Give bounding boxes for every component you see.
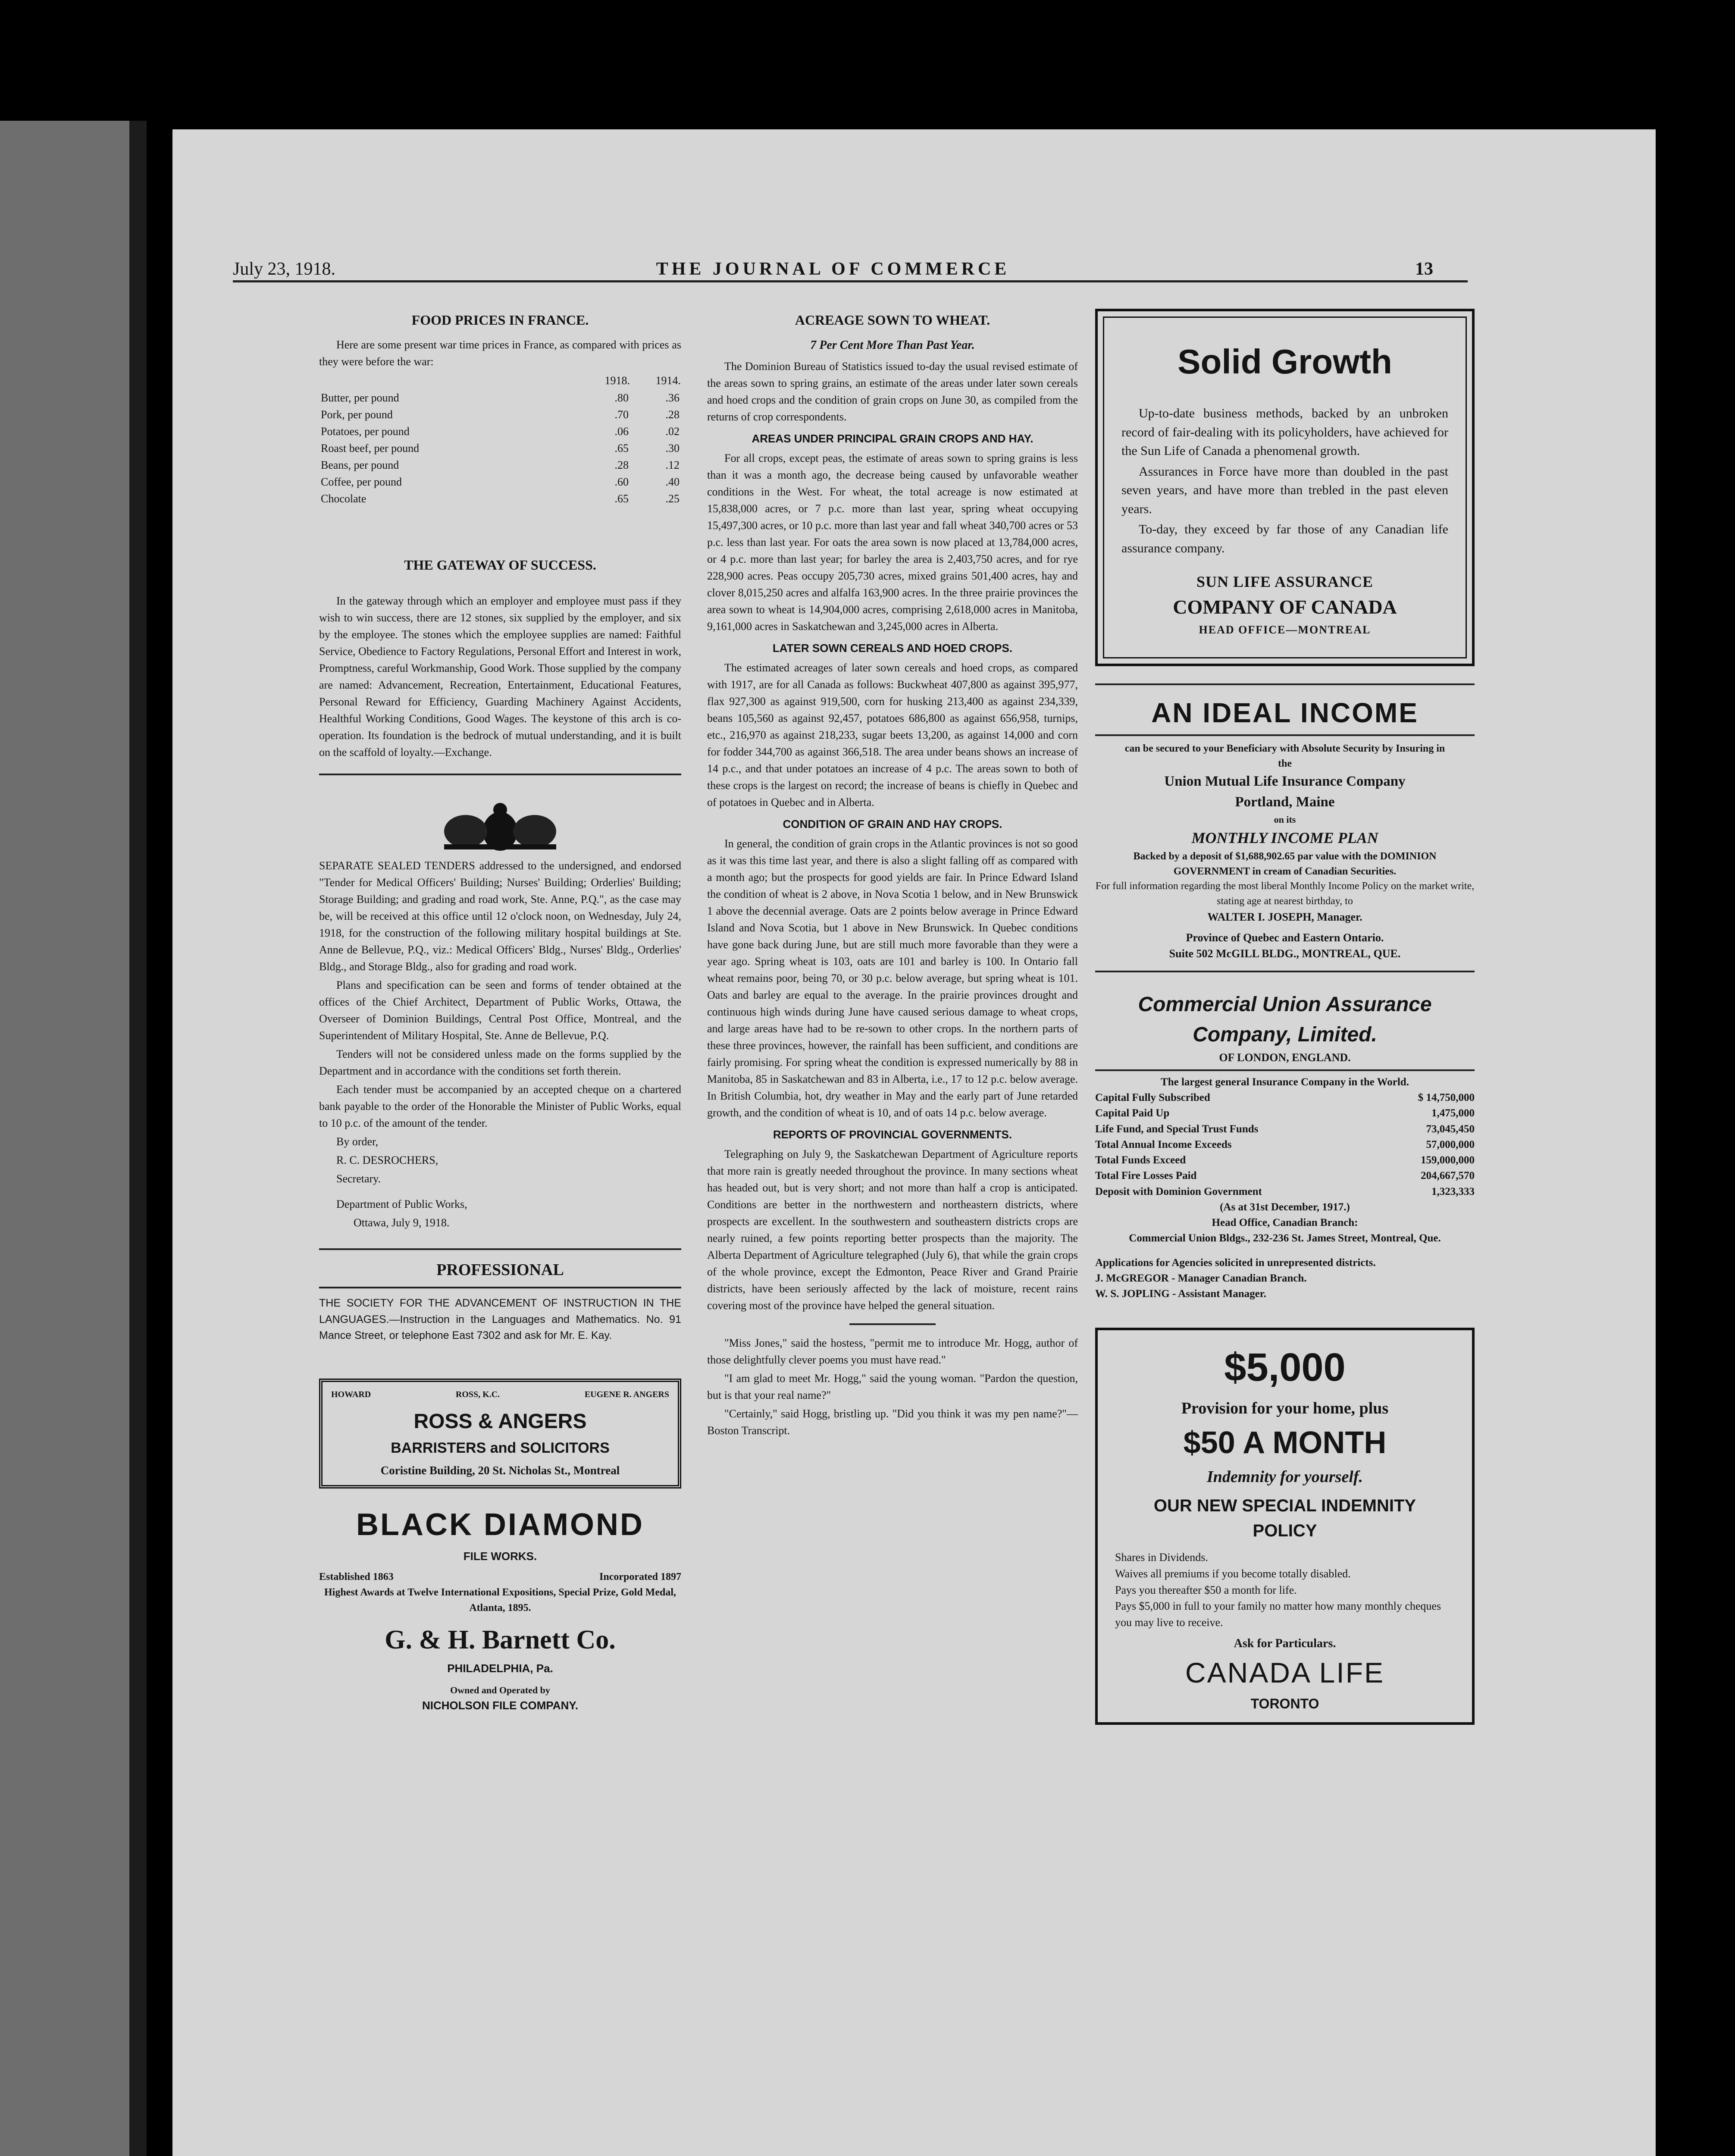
price-1914: .28 xyxy=(665,408,680,421)
ideal-income-on-its: on its xyxy=(1274,814,1296,825)
tenders-signer: R. C. DESROCHERS, xyxy=(336,1154,438,1166)
financial-value: 57,000,000 xyxy=(1426,1138,1475,1150)
anecdote-p3: "Certainly," said Hogg, bristling up. "Did you think it was my pen name?"—Boston Transcript. xyxy=(707,1407,1078,1437)
price-item: Pork, per pound xyxy=(321,408,393,421)
financial-value: 204,667,570 xyxy=(1421,1170,1475,1182)
price-1918: .80 xyxy=(614,392,629,404)
ideal-income-manager: WALTER I. JOSEPH, Manager. xyxy=(1207,910,1362,923)
partner-name: ROSS, K.C. xyxy=(455,1389,500,1399)
table-row xyxy=(1095,1122,1475,1137)
acreage-heading-1: AREAS UNDER PRINCIPAL GRAIN CROPS AND HAY. xyxy=(752,432,1033,445)
table-row xyxy=(1095,1168,1475,1184)
header-page-number: 13 xyxy=(1415,259,1433,279)
financial-label: Total Annual Income Exceeds xyxy=(1095,1138,1232,1150)
table-row xyxy=(1095,1137,1475,1153)
sun-life-company-1: SUN LIFE ASSURANCE xyxy=(1196,573,1374,590)
ideal-income-backed: Backed by a deposit of $1,688,902.65 par value with the DOMINION GOVERNMENT in cream of Canadian Securities. xyxy=(1133,850,1437,877)
black-diamond-city: PHILADELPHIA, Pa. xyxy=(447,1662,553,1675)
tenders-p2: Plans and specification can be seen and forms of tender obtained at the offices of the Chief Architect, Department of Public Works, Ottawa, the Overseer of Dominion Buildings, Central Post Office, Montreal, and the Superintendent of Military Hospital, Ste. Anne de Bellevue, P.Q. xyxy=(319,979,681,1042)
acreage-p1: For all crops, except peas, the estimate of areas sown to spring grains is less than it was a month ago, the decrease being caused by unfavorable weather conditions in the West. For wheat, the total acreage is now estimated at 15,838,000 acres, or 7 p.c. more than last year, spring wheat occupying 15,497,300 acres, or 10 p.c. more than last year and fall wheat 340,700 acres or 53 p.c. less than last year. For oats the area sown is now placed at 13,784,000 acres, or 4 p.c. more than last year; for barley the area is 2,403,750 acres, and for rye 228,900 acres. Peas occupy 205,730 acres, mixed grains 501,400 acres, hay and clover 8,015,250 acres and alfalfa 163,900 acres. In the three prairie provinces the area sown to wheat is 14,904,000 acres, comprising 2,618,000 acres in Manitoba, 9,161,000 acres in Saskatchewan and 3,245,000 acres in Alberta. xyxy=(707,452,1078,633)
table-row xyxy=(1095,1106,1475,1121)
partner-name: EUGENE R. ANGERS xyxy=(584,1389,669,1399)
acreage-intro: The Dominion Bureau of Statistics issued to-day the usual revised estimate of the areas sown to spring grains, an estimate of the areas under later sown cereals and hoed crops and the condition of grain crops on June 30, as compiled from the returns of crop correspondents. xyxy=(707,360,1078,423)
sun-life-p1: Up-to-date business methods, backed by an unbroken record of fair-dealing with its policyholders, have achieved for the Sun Life of Canada a phenomenal growth. xyxy=(1121,406,1448,458)
canada-life-provision: Provision for your home, plus xyxy=(1181,1399,1389,1417)
price-item: Chocolate xyxy=(321,492,366,505)
financial-value: $ 14,750,000 xyxy=(1418,1092,1475,1104)
anecdote-p2: "I am glad to meet Mr. Hogg," said the young woman. "Pardon the question, but is that your real name?" xyxy=(707,1372,1078,1401)
incorporated-date: Incorporated 1897 xyxy=(599,1571,681,1583)
financial-label: Deposit with Dominion Government xyxy=(1095,1185,1262,1197)
column-right xyxy=(1095,302,1475,1732)
acreage-heading-2: LATER SOWN CEREALS AND HOED CROPS. xyxy=(772,642,1013,655)
commercial-union-apps: Applications for Agencies solicited in unrepresented districts. xyxy=(1095,1257,1376,1269)
commercial-union-title: Commercial Union Assurance xyxy=(1138,993,1432,1016)
black-diamond-company: G. & H. Barnett Co. xyxy=(385,1625,616,1655)
ross-angers-firm: ROSS & ANGERS xyxy=(413,1410,587,1433)
table-row xyxy=(1095,1184,1475,1200)
acreage-subtitle: 7 Per Cent More Than Past Year. xyxy=(810,338,975,352)
page-gutter-shadow xyxy=(129,121,147,2156)
tenders-p3: Tenders will not be considered unless made on the forms supplied by the Department and in accordance with the conditions set forth therein. xyxy=(319,1048,681,1077)
acreage-title: ACREAGE SOWN TO WHEAT. xyxy=(795,312,990,328)
divider xyxy=(849,1323,936,1325)
commercial-union-as-at: (As at 31st December, 1917.) xyxy=(1220,1201,1350,1213)
acreage-heading-3: CONDITION OF GRAIN AND HAY CROPS. xyxy=(783,818,1002,830)
ideal-income-suite: Suite 502 McGILL BLDG., MONTREAL, QUE. xyxy=(1169,947,1401,960)
commercial-union-manager-2: W. S. JOPLING - Assistant Manager. xyxy=(1095,1288,1266,1300)
price-item: Potatoes, per pound xyxy=(321,425,410,438)
financial-value: 73,045,450 xyxy=(1426,1123,1475,1135)
ideal-income-info: For full information regarding the most liberal Monthly Income Policy on the market write, stating age at nearest birthday, to xyxy=(1095,881,1475,907)
black-diamond-owned: Owned and Operated by xyxy=(450,1685,550,1695)
gateway-body: In the gateway through which an employer and employee must pass if they wish to win success, there are 12 stones, six supplied by the employer, and six by the employee. The stones which the employee supplies are named: Faithful Service, Obedience to Factory Regulations, Personal Effort and Interest in work, Promptness, careful Workmanship, Good Work. Those supplied by the company are named: Advancement, Recreation, Entertainment, Educational Features, Personal Reward for Efficiency, Guarding Machinery Against Accidents, Healthful Working Conditions, Good Wages. The keystone of this arch is co-operation. Its foundation is the bedrock of mutual understanding, and it is built on the scaffold of loyalty.—Exchange. xyxy=(319,595,681,758)
ideal-income-title: AN IDEAL INCOME xyxy=(1151,697,1419,728)
royal-arms-emblem-icon xyxy=(418,801,582,853)
price-1914: .25 xyxy=(665,492,680,505)
table-row xyxy=(1095,1090,1475,1106)
canada-life-policy-2: POLICY xyxy=(1253,1521,1317,1541)
divider xyxy=(319,1287,681,1288)
ideal-income-line1: can be secured to your Beneficiary with Absolute Security by Insuring in the xyxy=(1124,743,1445,770)
table-row xyxy=(1095,1153,1475,1168)
canada-life-benefit: Shares in Dividends. xyxy=(1115,1551,1208,1564)
black-diamond-ad xyxy=(319,1501,681,1714)
price-1914: .30 xyxy=(665,442,680,454)
acreage-p2: The estimated acreages of later sown cereals and hoed crops, as compared with 1917, are for all Canada as follows: Buckwheat 407,800 as against 395,977, flax 927,300 as against 919,500, corn for husking 213,400 as against 234,339, beans 105,560 as against 92,457, potatoes 686,800 as against 656,958, turnips, etc., 216,970 as against 218,233, sugar beets 13,200, as against 14,000 and corn for fodder 344,700 as against 366,518. The area under beans shows an increase of 14 p.c., and that under potatoes an increase of 4 p.c. The areas sown to both of these crops is the largest on record; the increase of beans is chiefly in Quebec and of potatoes in Quebec and in Alberta. xyxy=(707,661,1078,808)
food-prices-intro: Here are some present war time prices in France, as compared with prices as they were before the war: xyxy=(319,338,681,368)
adjacent-page xyxy=(0,121,147,2156)
sun-life-company-2: COMPANY OF CANADA xyxy=(1173,596,1397,618)
price-item: Coffee, per pound xyxy=(321,476,402,488)
commercial-union-address: Commercial Union Bldgs., 232-236 St. James Street, Montreal, Que. xyxy=(1129,1232,1441,1244)
price-1918: .65 xyxy=(614,492,629,505)
black-diamond-awards: Highest Awards at Twelve International Expositions, Special Prize, Gold Medal, Atlanta, 1895. xyxy=(324,1587,676,1614)
commercial-union-title-2: Company, Limited. xyxy=(1193,1023,1377,1046)
sun-life-company-3: HEAD OFFICE—MONTREAL xyxy=(1199,623,1371,636)
ideal-income-company: Union Mutual Life Insurance Company xyxy=(1164,773,1406,789)
canada-life-benefit: Pays $5,000 in full to your family no matter how many monthly cheques you may live to receive. xyxy=(1115,1600,1441,1629)
ideal-income-plan: MONTHLY INCOME PLAN xyxy=(1191,829,1378,846)
financial-value: 1,475,000 xyxy=(1431,1107,1475,1119)
tenders-dept: Department of Public Works, xyxy=(336,1198,467,1210)
canada-life-ask: Ask for Particulars. xyxy=(1234,1636,1336,1650)
divider xyxy=(1095,683,1475,685)
col-1914: 1914. xyxy=(655,374,681,387)
anecdote-p1: "Miss Jones," said the hostess, "permit me to introduce Mr. Hogg, author of those delightfully clever poems you must have read." xyxy=(707,1337,1078,1366)
price-1918: .60 xyxy=(614,476,629,488)
divider xyxy=(319,1248,681,1250)
acreage-p4: Telegraphing on July 9, the Saskatchewan Department of Agriculture reports that more rain is greatly needed throughout the province. In many sections wheat has headed out, but is very short; and not more than half a crop is anticipated. Conditions are better in the northwestern and northeastern districts, where prospects are excellent. In the southwestern and southeastern districts crops are nearly ruined, a few points reporting better prospects than the majority. The Alberta Department of Agriculture telegraphed (July 6), that while the grain crops of the whole province, except the Edmonton, Peace River and Grand Prairie districts, have been seriously affected by the lack of moisture, recent rains covering most of the province have helped the general situation. xyxy=(707,1148,1078,1312)
table-row xyxy=(319,490,681,507)
sun-life-p3: To-day, they exceed by far those of any Canadian life assurance company. xyxy=(1121,522,1448,555)
table-row xyxy=(319,389,681,406)
financial-value: 159,000,000 xyxy=(1421,1154,1475,1166)
ideal-income-city: Portland, Maine xyxy=(1235,794,1335,810)
commercial-union-tagline: The largest general Insurance Company in the World. xyxy=(1161,1076,1409,1088)
commercial-union-of: OF LONDON, ENGLAND. xyxy=(1219,1051,1351,1064)
sun-life-p2: Assurances in Force have more than doubled in the past seven years, and have more than trebled in the past eleven years. xyxy=(1121,464,1448,516)
financial-label: Capital Paid Up xyxy=(1095,1107,1170,1119)
table-row xyxy=(319,457,681,473)
price-1918: .70 xyxy=(614,408,629,421)
tenders-p1: SEPARATE SEALED TENDERS addressed to the undersigned, and endorsed "Tender for Medical Officers' Building; Nurses' Building; Orderlies' Building; Storage Building; and grading and road work, Ste. Anne, P.Q.", as the case may be, will be received at this office until 12 o'clock noon, on Wednesday, July 24, 1918, for the construction of the following military hospital buildings at Ste. Anne de Bellevue, P.Q., viz.: Medical Officers' Bldg., Nurses' Bldg., Orderlies' Bldg., and Storage Bldg., also for grading and road work. xyxy=(319,859,681,973)
price-1918: .65 xyxy=(614,442,629,454)
table-row xyxy=(319,423,681,440)
column-middle xyxy=(707,302,1078,1441)
canada-life-benefit: Pays you thereafter $50 a month for life. xyxy=(1115,1583,1297,1596)
financial-label: Capital Fully Subscribed xyxy=(1095,1092,1210,1104)
canada-life-month: $50 A MONTH xyxy=(1183,1425,1387,1460)
sun-life-title: Solid Growth xyxy=(1178,342,1392,381)
financial-label: Life Fund, and Special Trust Funds xyxy=(1095,1123,1259,1135)
canada-life-indemnity: Indemnity for yourself. xyxy=(1206,1468,1363,1486)
canada-life-city: TORONTO xyxy=(1250,1696,1319,1712)
canada-life-company: CANADA LIFE xyxy=(1185,1657,1385,1689)
canada-life-benefit: Waives all premiums if you become totally disabled. xyxy=(1115,1567,1351,1580)
ross-angers-ad xyxy=(319,1379,681,1489)
divider xyxy=(319,774,681,775)
price-item: Beans, per pound xyxy=(321,459,399,471)
canada-life-ad xyxy=(1095,1328,1475,1725)
acreage-p3: In general, the condition of grain crops in the Atlantic provinces is not so good as it was this time last year, and there is also a slight falling off as compared with a month ago; but the prospects for good yields are fair. In Prince Edward Island the condition of wheat is 2 above, in Nova Scotia 1 below, and in New Brunswick 1 above the decennial average. Oats are 2 points below average in Prince Edward Island and Nova Scotia, but 1 above in New Brunswick. In Quebec conditions have gone back during June, but are still much more favorable than they were a year ago. Spring wheat is 103, oats are 101 and barley is 100. In Ontario fall wheat remains poor, being 70, or 30 p.c. below average, but spring wheat is 101. Oats and barley are equal to the average. In the prairie provinces drought and continuous high winds during June have caused serious damage to wheat crops, and large areas have had to be re-sown to other crops. In the northern parts of these three provinces, however, the rainfall has been sufficient, and conditions are fairly promising. For spring wheat the condition is expressed numerically by 88 in Manitoba, 85 in Saskatchewan and 83 in Alberta, i.e., 17 to 12 p.c. below average. In British Columbia, hot, dry weather in May and the early part of June retarded growth, and the condition of wheat is 10, and of oats 14 p.c. below average. xyxy=(707,837,1078,1119)
price-item: Roast beef, per pound xyxy=(321,442,420,454)
black-diamond-owner: NICHOLSON FILE COMPANY. xyxy=(422,1699,579,1712)
partner-name: HOWARD xyxy=(331,1389,371,1399)
tenders-by-order: By order, xyxy=(336,1135,379,1148)
divider xyxy=(1095,971,1475,972)
tenders-p4: Each tender must be accompanied by an accepted cheque on a chartered bank payable to the order of the Honorable the Minister of Public Works, equal to 10 p.c. of the amount of the tender. xyxy=(319,1083,681,1129)
tenders-place-date: Ottawa, July 9, 1918. xyxy=(354,1216,450,1229)
gateway-title: THE GATEWAY OF SUCCESS. xyxy=(404,557,596,573)
price-1914: .40 xyxy=(665,476,680,488)
acreage-heading-4: REPORTS OF PROVINCIAL GOVERNMENTS. xyxy=(773,1128,1012,1141)
financial-label: Total Fire Losses Paid xyxy=(1095,1170,1197,1182)
price-1914: .36 xyxy=(665,392,680,404)
ideal-income-ad xyxy=(1095,693,1475,962)
professional-title: PROFESSIONAL xyxy=(436,1261,564,1279)
food-prices-table xyxy=(319,372,681,507)
established-date: Established 1863 xyxy=(319,1571,394,1583)
sun-life-ad xyxy=(1095,309,1475,666)
column-left xyxy=(319,302,681,1714)
commercial-union-financials xyxy=(1095,1090,1475,1200)
black-diamond-sub: FILE WORKS. xyxy=(463,1550,537,1563)
table-row xyxy=(319,473,681,490)
financial-label: Total Funds Exceed xyxy=(1095,1154,1186,1166)
header-title: THE JOURNAL OF COMMERCE xyxy=(656,259,1010,279)
professional-body: THE SOCIETY FOR THE ADVANCEMENT OF INSTRUCTION IN THE LANGUAGES.—Instruction in the Languages and Mathematics. No. 91 Mance Street, or telephone East 7302 and ask for Mr. E. Kay. xyxy=(319,1297,681,1341)
tenders-signer-title: Secretary. xyxy=(336,1172,381,1185)
price-1918: .06 xyxy=(614,425,629,438)
divider xyxy=(1095,1069,1475,1071)
ross-angers-address: Coristine Building, 20 St. Nicholas St., Montreal xyxy=(380,1463,620,1477)
commercial-union-head: Head Office, Canadian Branch: xyxy=(1212,1217,1358,1229)
financial-value: 1,323,333 xyxy=(1431,1185,1475,1197)
divider xyxy=(1095,734,1475,736)
price-1918: .28 xyxy=(614,459,629,471)
price-item: Butter, per pound xyxy=(321,392,399,404)
ross-angers-names xyxy=(331,1388,669,1401)
canada-life-policy-1: OUR NEW SPECIAL INDEMNITY xyxy=(1153,1496,1416,1516)
header-rule xyxy=(233,280,1468,282)
price-1914: .12 xyxy=(665,459,680,471)
table-row xyxy=(319,440,681,457)
header-date: July 23, 1918. xyxy=(233,259,336,279)
col-1918: 1918. xyxy=(604,374,630,387)
commercial-union-manager-1: J. McGREGOR - Manager Canadian Branch. xyxy=(1095,1272,1307,1284)
food-prices-title: FOOD PRICES IN FRANCE. xyxy=(411,312,589,328)
table-row xyxy=(319,406,681,423)
commercial-union-ad xyxy=(1095,990,1475,1302)
price-1914: .02 xyxy=(665,425,680,438)
ross-angers-role: BARRISTERS and SOLICITORS xyxy=(391,1439,610,1456)
black-diamond-dates xyxy=(319,1569,681,1585)
black-diamond-title: BLACK DIAMOND xyxy=(356,1507,644,1542)
canada-life-amount: $5,000 xyxy=(1224,1345,1346,1390)
ideal-income-province: Province of Quebec and Eastern Ontario. xyxy=(1186,931,1384,944)
